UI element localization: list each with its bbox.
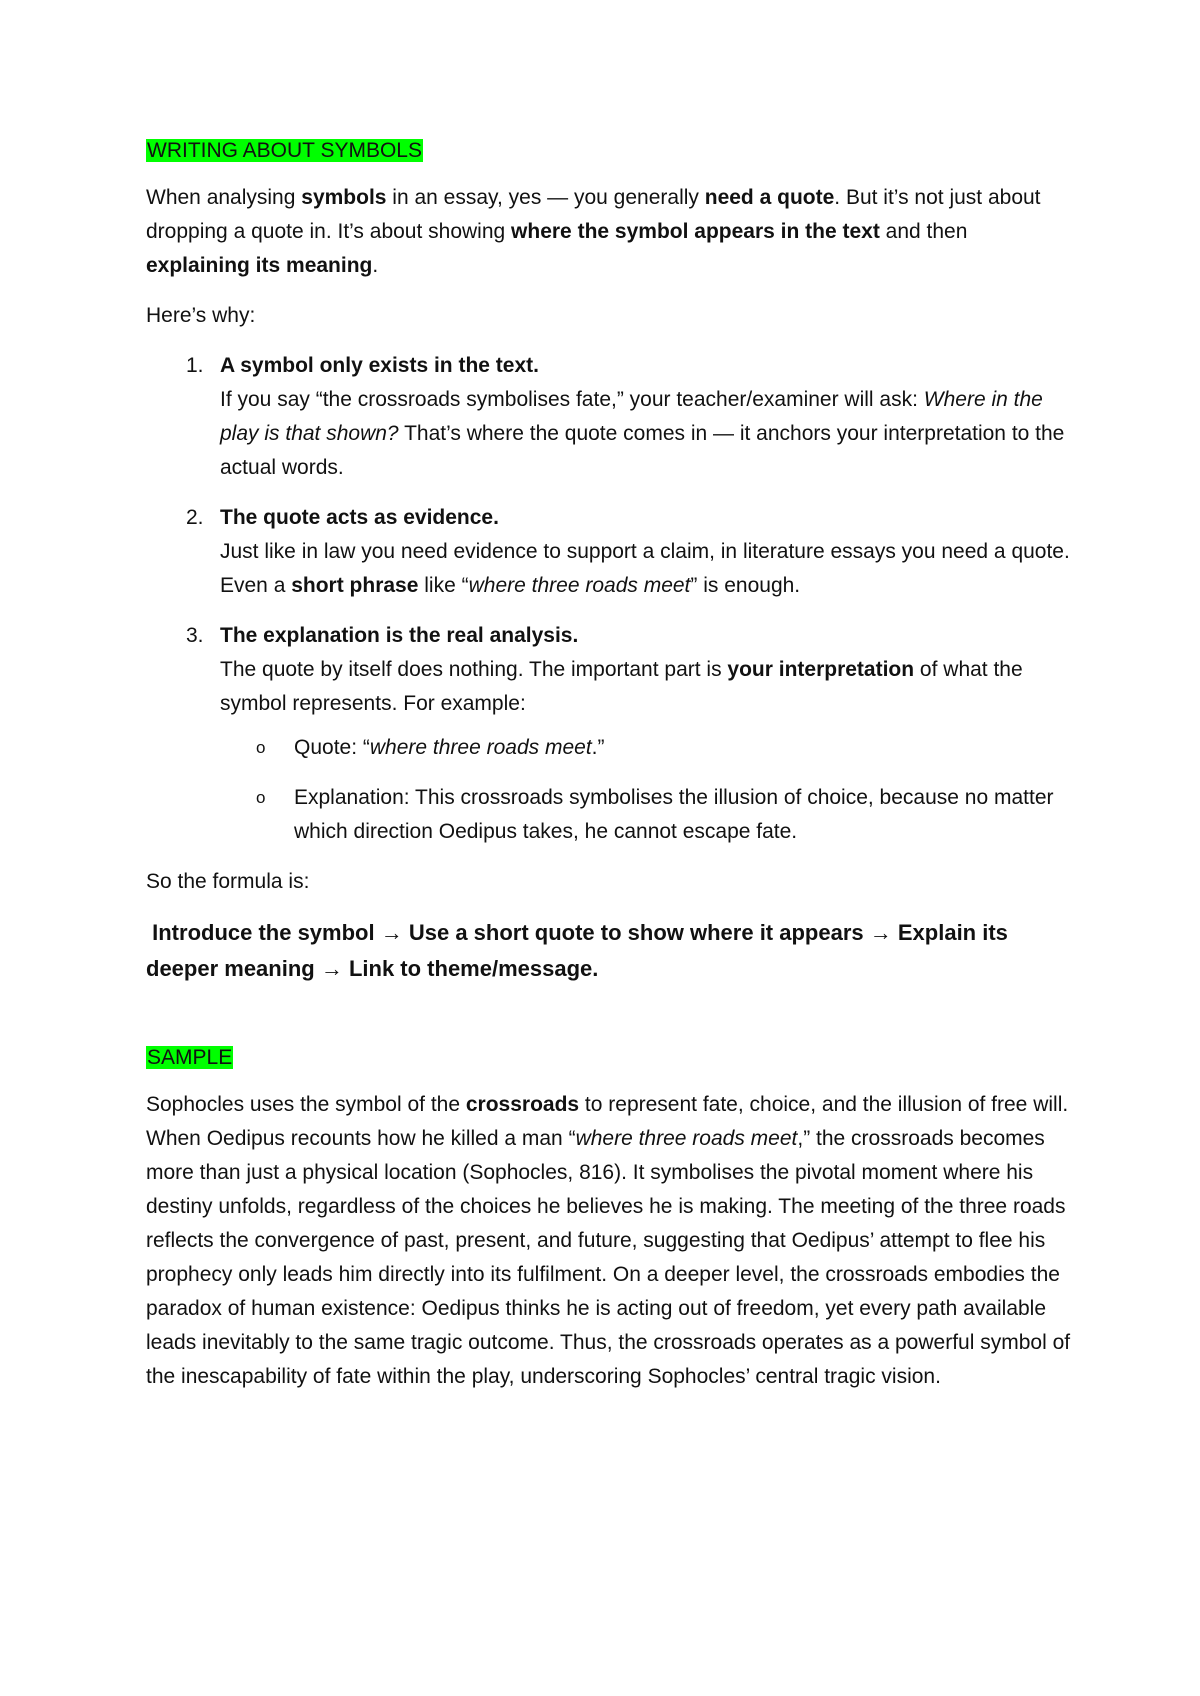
circle-bullet-icon: o: [256, 738, 266, 758]
arrow-right-icon: →: [320, 956, 343, 982]
circle-bullet-icon: o: [256, 788, 266, 808]
heading-writing-about-symbols: [146, 138, 1076, 163]
heres-why-line: Here’s why:: [146, 304, 256, 328]
formula-intro: So the formula is:: [146, 870, 310, 894]
highlighted-heading-text: SAMPLE: [147, 1046, 233, 1070]
heading-sample: [146, 1045, 1076, 1070]
document-page: [146, 138, 1076, 1394]
numbered-list: [146, 349, 1076, 849]
point-title: The explanation is the real analysis.: [220, 624, 579, 648]
sample-paragraph: Sophocles uses the symbol of the crossroads to represent fate, choice, and the illusion of free will. When Oedipus recounts how he killed a man “where three roads meet,” the crossroads becomes more than just a physical location (Sophocles, 816). It symbolises the pivotal moment where his destiny unfolds, regardless of the choices he believes he is making. The meeting of the three roads reflects the convergence of past, present, and future, suggesting that Oedipus’ attempt to flee his prophecy only leads him directly into its fulfilment. On a deeper level, the crossroads embodies the paradox of human existence: Oedipus thinks he is acting out of freedom, yet every path available leads inevitably to the same tragic outcome. Thus, the crossroads operates as a powerful symbol of the inescapability of fate within the play, underscoring Sophocles’ central tragic vision.: [146, 1093, 1071, 1389]
arrow-right-icon: →: [869, 920, 892, 946]
list-item-2: 2. The quote acts as evidence. Just like in law you need evidence to support a claim, in literature essays you need a quote. Even a short phrase like “where three roads meet” is enough.: [220, 501, 1076, 603]
list-item-3: 3. The explanation is the real analysis. The quote by itself does nothing. The important part is your interpretation of what the symbol represents. For example: o Quote: “where three roads meet.” o Explanation: This crossroads symbolises the illusion of choice, because no matter which direction Oedipus takes, he cannot escape fate.: [220, 619, 1076, 849]
intro-paragraph: When analysing symbols in an essay, yes — you generally need a quote. But it’s not just about dropping a quote in. It’s about showing where the symbol appears in the text and then explaining its meaning.: [146, 186, 1041, 278]
highlighted-heading-text: WRITING ABOUT SYMBOLS: [147, 139, 422, 162]
sub-list-item: o Quote: “where three roads meet.”: [294, 731, 1076, 765]
formula-line: Introduce the symbol → Use a short quote to show where it appears → Explain its deeper meaning → Link to theme/message.: [146, 920, 1008, 982]
spacer: [146, 987, 1076, 1045]
list-number: 1.: [186, 354, 204, 378]
list-item-1: 1. A symbol only exists in the text. If you say “the crossroads symbolises fate,” your teacher/examiner will ask: Where in the play is that shown? That’s where the quote comes in — it anchors your interpretation to the actual words.: [220, 349, 1076, 485]
sub-bullet-list: [220, 731, 1076, 849]
arrow-right-icon: →: [380, 920, 403, 946]
list-number: 3.: [186, 624, 204, 648]
point-title: The quote acts as evidence.: [220, 506, 499, 530]
point-title: A symbol only exists in the text.: [220, 354, 539, 378]
list-number: 2.: [186, 506, 204, 530]
sub-list-item: o Explanation: This crossroads symbolises the illusion of choice, because no matter which direction Oedipus takes, he cannot escape fate.: [294, 781, 1076, 849]
